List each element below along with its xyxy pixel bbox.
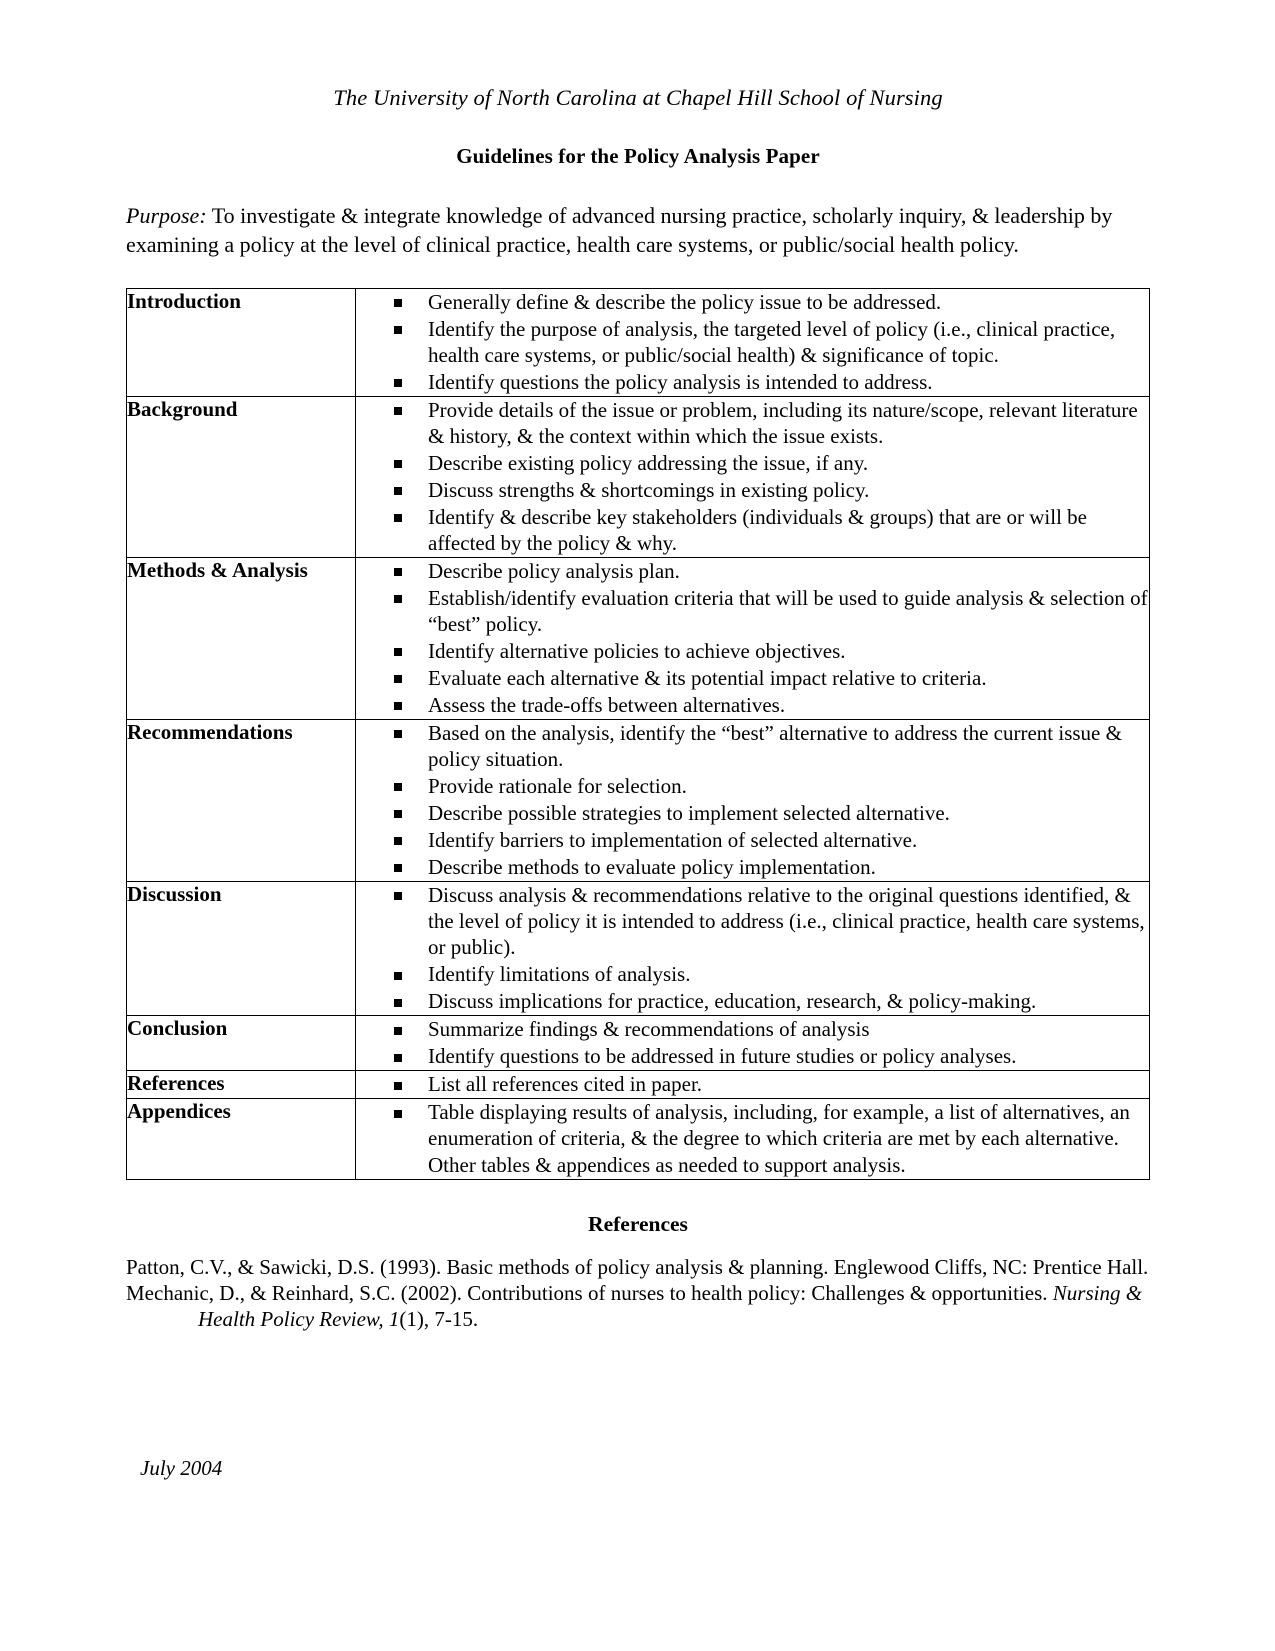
list-item-text: Establish/identify evaluation criteria that will be used to guide analysis & selection of “best” policy. (428, 585, 1148, 636)
section-items-cell (356, 557, 1150, 719)
reference-text: Mechanic, D., & Reinhard, S.C. (2002). Contributions of nurses to health policy: Challenges & opportunities. (126, 1280, 1053, 1305)
list-item (356, 638, 1149, 664)
list-item (356, 450, 1149, 476)
section-items-cell (356, 882, 1150, 1016)
square-bullet-icon (394, 864, 402, 872)
table-row (127, 557, 1150, 719)
list-item (356, 773, 1149, 799)
section-name-cell: Background (127, 396, 356, 557)
section-name-cell: Appendices (127, 1099, 356, 1179)
square-bullet-icon (394, 514, 402, 522)
section-bullet-list (356, 1071, 1149, 1097)
square-bullet-icon (394, 595, 402, 603)
square-bullet-icon (394, 999, 402, 1007)
section-items-cell (356, 288, 1150, 396)
square-bullet-icon (394, 326, 402, 334)
references-heading: References (588, 1211, 688, 1236)
references-list (126, 1254, 1150, 1333)
section-bullet-list (356, 558, 1149, 718)
list-item (356, 827, 1149, 853)
list-item (356, 1016, 1149, 1042)
table-row (127, 396, 1150, 557)
square-bullet-icon (394, 1054, 402, 1062)
list-item (356, 504, 1149, 556)
square-bullet-icon (394, 379, 402, 387)
guidelines-table (126, 288, 1150, 1180)
list-item (356, 558, 1149, 584)
square-bullet-icon (394, 972, 402, 980)
purpose-paragraph (126, 201, 1150, 260)
list-item-text: Discuss analysis & recommendations relative to the original questions identified, & the level of policy it is intended to address (i.e., clinical practice, health care systems, or public). (428, 883, 1145, 960)
list-item-text: Provide details of the issue or problem, including its nature/scope, relevant literature & history, & the context within which the issue exists. (428, 397, 1138, 448)
list-item-text: Table displaying results of analysis, including, for example, a list of alternatives, an enumeration of criteria, & the degree to which criteria are met by each alternative. Other tables & appendices as needed to support analysis. (428, 1100, 1130, 1177)
list-item-text: Describe policy analysis plan. (428, 558, 680, 583)
list-item-text: Identify & describe key stakeholders (individuals & groups) that are or will be affected by the policy & why. (428, 504, 1087, 555)
square-bullet-icon (394, 299, 402, 307)
section-name-cell: References (127, 1071, 356, 1099)
list-item (356, 882, 1149, 960)
table-row (127, 288, 1150, 396)
list-item (356, 800, 1149, 826)
section-items-cell (356, 396, 1150, 557)
list-item (356, 692, 1149, 718)
section-bullet-list (356, 1016, 1149, 1069)
list-item (356, 854, 1149, 880)
list-item-text: Describe existing policy addressing the issue, if any. (428, 450, 869, 475)
section-name-cell: Discussion (127, 882, 356, 1016)
list-item-text: List all references cited in paper. (428, 1072, 703, 1097)
section-bullet-list (356, 289, 1149, 395)
section-items-cell (356, 1071, 1150, 1099)
reference-pages: (1), 7-15. (399, 1307, 479, 1332)
purpose-label: Purpose: (126, 203, 207, 228)
section-items-cell (356, 1099, 1150, 1179)
list-item-text: Assess the trade-offs between alternatives. (428, 692, 786, 717)
table-row (127, 1071, 1150, 1099)
square-bullet-icon (394, 460, 402, 468)
square-bullet-icon (394, 648, 402, 656)
section-items-cell (356, 1016, 1150, 1071)
list-item (356, 665, 1149, 691)
list-item-text: Evaluate each alternative & its potential impact relative to criteria. (428, 665, 987, 690)
list-item (356, 477, 1149, 503)
reference-text: Patton, C.V., & Sawicki, D.S. (1993). Basic methods of policy analysis & planning. Englewood Cliffs, NC: Prentice Hall. (126, 1254, 1149, 1279)
square-bullet-icon (394, 1110, 402, 1118)
section-items-cell (356, 720, 1150, 882)
list-item (356, 1043, 1149, 1069)
list-item (356, 397, 1149, 449)
square-bullet-icon (394, 675, 402, 683)
square-bullet-icon (394, 810, 402, 818)
purpose-text: To investigate & integrate knowledge of advanced nursing practice, scholarly inquiry, & leadership by examining a policy at the level of clinical practice, health care systems, or public/social health policy. (126, 203, 1113, 258)
page-content (126, 0, 1150, 1333)
square-bullet-icon (394, 783, 402, 791)
square-bullet-icon (394, 1082, 402, 1090)
list-item-text: Identify limitations of analysis. (428, 962, 691, 987)
list-item-text: Provide rationale for selection. (428, 774, 687, 799)
list-item-text: Identify alternative policies to achieve objectives. (428, 638, 846, 663)
square-bullet-icon (394, 407, 402, 415)
list-item (356, 316, 1149, 368)
table-row (127, 1099, 1150, 1179)
square-bullet-icon (394, 568, 402, 576)
square-bullet-icon (394, 1027, 402, 1035)
school-name-heading: The University of North Carolina at Chapel Hill School of Nursing (333, 85, 943, 110)
list-item (356, 1071, 1149, 1097)
list-item-text: Describe possible strategies to implement selected alternative. (428, 801, 950, 826)
reference-journal-title: Nursing & Health Policy Review, 1 (198, 1280, 1143, 1332)
reference-entry (126, 1280, 1150, 1333)
square-bullet-icon (394, 702, 402, 710)
section-name-cell: Conclusion (127, 1016, 356, 1071)
list-item-text: Based on the analysis, identify the “best” alternative to address the current issue & policy situation. (428, 721, 1122, 772)
square-bullet-icon (394, 837, 402, 845)
section-name-cell: Methods & Analysis (127, 557, 356, 719)
list-item-text: Discuss strengths & shortcomings in existing policy. (428, 477, 870, 502)
reference-entry (126, 1254, 1150, 1280)
section-name-cell: Introduction (127, 288, 356, 396)
list-item-text: Discuss implications for practice, education, research, & policy-making. (428, 989, 1037, 1014)
list-item-text: Identify the purpose of analysis, the targeted level of policy (i.e., clinical practice, health care systems, or public/social health) & significance of topic. (428, 316, 1116, 367)
guidelines-table-body (127, 288, 1150, 1179)
section-bullet-list (356, 1099, 1149, 1177)
square-bullet-icon (394, 730, 402, 738)
list-item-text: Describe methods to evaluate policy implementation. (428, 855, 876, 880)
section-bullet-list (356, 720, 1149, 880)
table-row (127, 1016, 1150, 1071)
table-row (127, 882, 1150, 1016)
square-bullet-icon (394, 892, 402, 900)
list-item (356, 585, 1149, 637)
list-item (356, 720, 1149, 772)
list-item-text: Identify questions the policy analysis is intended to address. (428, 369, 933, 394)
list-item (356, 988, 1149, 1014)
page-title: Guidelines for the Policy Analysis Paper (456, 144, 820, 168)
section-bullet-list (356, 397, 1149, 556)
list-item-text: Generally define & describe the policy issue to be addressed. (428, 289, 942, 314)
section-bullet-list (356, 882, 1149, 1014)
list-item-text: Identify barriers to implementation of selected alternative. (428, 828, 918, 853)
list-item (356, 1099, 1149, 1177)
list-item-text: Summarize findings & recommendations of analysis (428, 1017, 870, 1042)
section-name-cell: Recommendations (127, 720, 356, 882)
list-item (356, 961, 1149, 987)
table-row (127, 720, 1150, 882)
square-bullet-icon (394, 487, 402, 495)
list-item (356, 369, 1149, 395)
list-item (356, 289, 1149, 315)
footer-date: July 2004 (140, 1456, 223, 1480)
list-item-text: Identify questions to be addressed in future studies or policy analyses. (428, 1044, 1017, 1069)
